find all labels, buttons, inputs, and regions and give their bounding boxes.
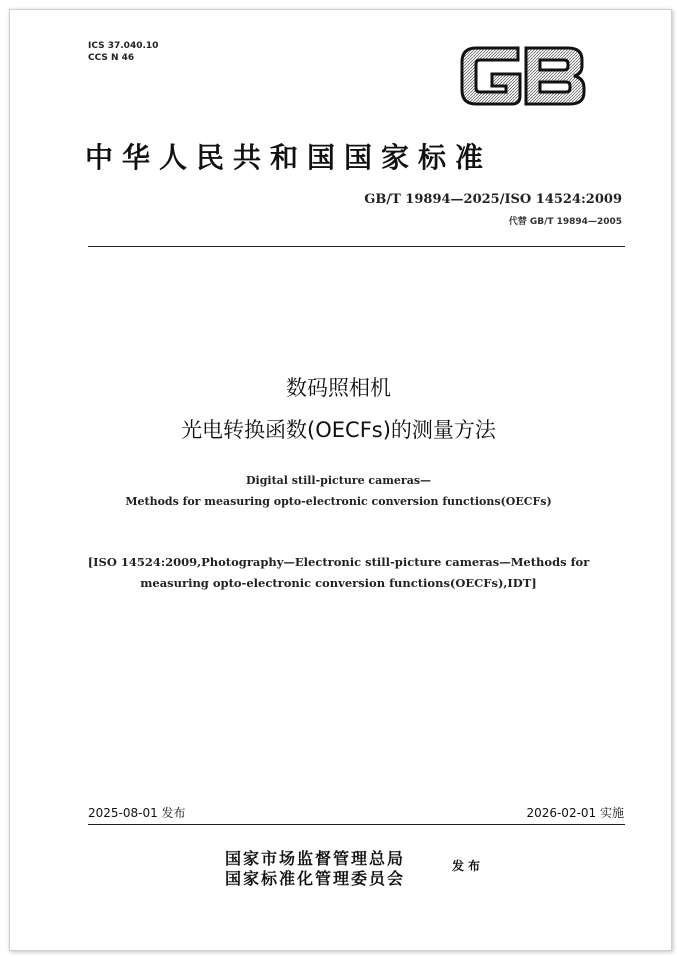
- iso-reference-line-2: measuring opto-electronic conversion functions(OECFs),IDT]: [140, 576, 537, 590]
- iso-reference-line-1: [ISO 14524:2009,Photography—Electronic still-picture cameras—Methods for: [87, 555, 590, 569]
- standard-body-title: 中华人民共和国国家标准: [85, 141, 493, 174]
- english-title-line-2: Methods for measuring opto-electronic conversion functions(OECFs): [125, 495, 552, 508]
- gb-logo: [458, 42, 588, 110]
- footer-divider: [88, 824, 625, 825]
- classification-codes: [88, 40, 158, 64]
- issue-label: 发布: [452, 859, 485, 873]
- english-title-line-1: Digital still-picture cameras—: [245, 474, 432, 487]
- header-divider: [88, 246, 625, 247]
- standard-number: GB/T 19894—2025/ISO 14524:2009: [364, 192, 622, 207]
- ccs-code: CCS N 46: [88, 53, 135, 63]
- issuer-sac: 国家标准化管理委员会: [225, 869, 406, 888]
- implementation-date: 2026-02-01 实施: [526, 806, 624, 820]
- issuer-samr: 国家市场监督管理总局: [225, 849, 406, 868]
- ics-code: ICS 37.040.10: [88, 41, 159, 51]
- publish-date: 2025-08-01 发布: [88, 806, 186, 820]
- chinese-title-line-2: 光电转换函数(OECFs)的测量方法: [181, 418, 496, 442]
- chinese-title-line-1: 数码照相机: [286, 376, 391, 400]
- replaces-note: 代替 GB/T 19894—2005: [508, 217, 622, 227]
